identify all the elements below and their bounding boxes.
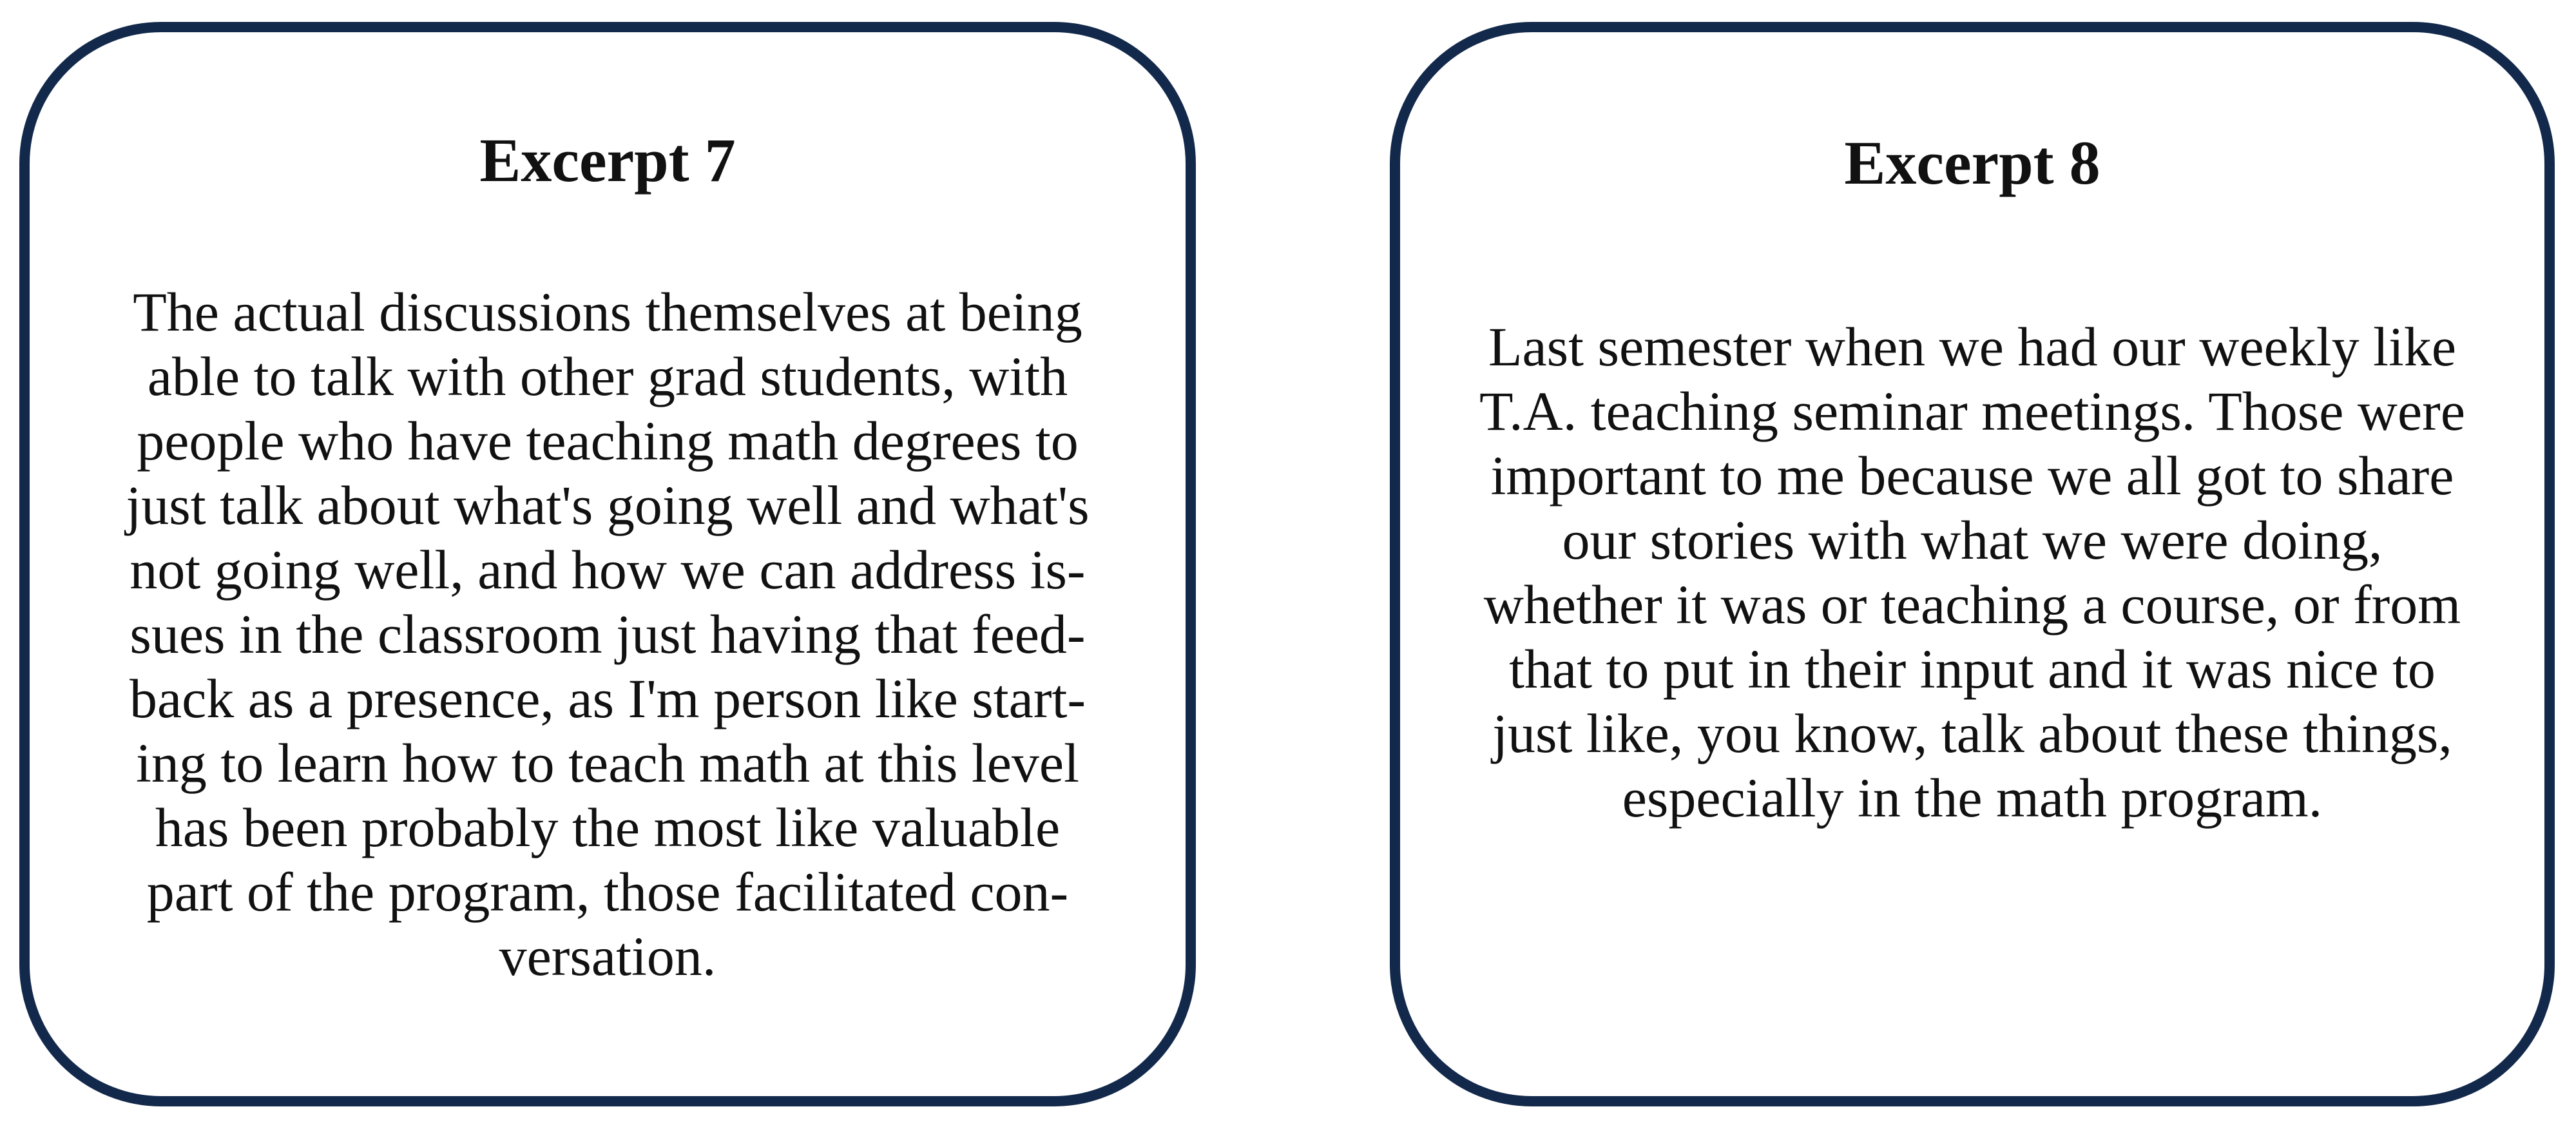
- excerpt-line: important to me because we all got to share: [1490, 445, 2454, 506]
- excerpt-line: just like, you know, talk about these things,: [1492, 702, 2452, 764]
- excerpt-line: that to put in their input and it was nice to: [1509, 638, 2436, 700]
- excerpt-title: Excerpt 7: [479, 126, 736, 195]
- excerpt-line: has been probably the most like valuable: [155, 796, 1061, 858]
- excerpt-body: [75, 280, 1140, 989]
- excerpt-line: whether it was or teaching a course, or from: [1483, 574, 2461, 635]
- excerpt-line: able to talk with other grad students, with: [147, 345, 1068, 407]
- excerpt-line: ing to learn how to teach math at this level: [136, 732, 1079, 794]
- excerpt-line: not going well, and how we can address is-: [130, 539, 1086, 601]
- excerpt-line: versation.: [499, 925, 716, 987]
- excerpt-line: people who have teaching math degrees to: [137, 410, 1079, 472]
- excerpt-card-7: [19, 22, 1196, 1106]
- excerpt-line: sues in the classroom just having that feed-: [130, 603, 1086, 665]
- excerpt-line: back as a presence, as I'm person like start-: [129, 668, 1086, 729]
- excerpt-line: just talk about what's going well and what's: [126, 474, 1090, 536]
- excerpt-line: Last semester when we had our weekly like: [1488, 316, 2457, 378]
- excerpt-title: Excerpt 8: [1844, 128, 2100, 197]
- excerpt-line: The actual discussions themselves at being: [133, 281, 1082, 343]
- excerpt-body: [1436, 314, 2508, 830]
- excerpt-line: especially in the math program.: [1622, 767, 2323, 829]
- excerpt-card-8: [1390, 22, 2555, 1106]
- excerpt-line: part of the program, those facilitated con-: [146, 861, 1069, 923]
- excerpt-line: T.A. teaching seminar meetings. Those were: [1479, 380, 2465, 442]
- excerpt-line: our stories with what we were doing,: [1562, 509, 2383, 571]
